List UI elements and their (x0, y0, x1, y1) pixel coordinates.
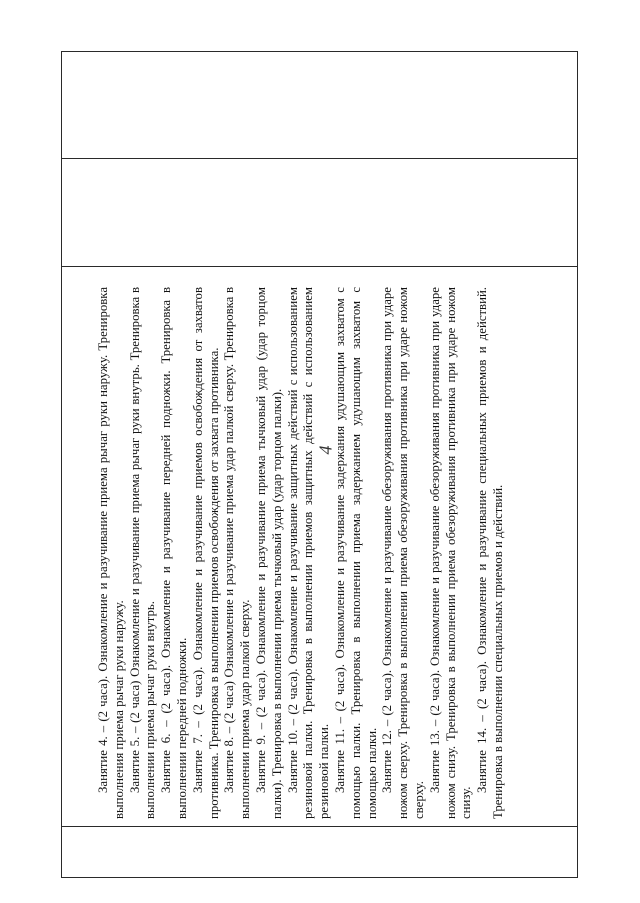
lesson-14: Занятие 14. – (2 часа). Ознакомление и разучивание специальных приемов и действий. Тренировка в выполнении специальных приемов и действий. (474, 286, 505, 819)
lesson-plan-cell (90, 281, 550, 827)
lesson-9: Занятие 9. – (2 часа). Ознакомление и разучивание приема тычковый удар (удар торцом палки). Тренировка в выполнении приема тычковый удар (удар торцом палки). (253, 286, 284, 819)
row-divider-2 (62, 266, 577, 267)
lesson-6: Занятие 6. – (2 часа). Ознакомление и разучивание передней подножки. Тренировка в выполнении передней подножки. (158, 286, 189, 819)
lesson-11: Занятие 11. – (2 часа). Ознакомление и разучивание задержания удушающим захватом с помощью палки. Тренировка в выполнении приема задержанием удушающим захватом с помощью палки. (332, 286, 379, 819)
lesson-8: Занятие 8. – (2 часа) Ознакомление и разучивание приема удар палкой сверху. Тренировка в выполнении приема удар палкой сверху. (221, 286, 252, 819)
lesson-5: Занятие 5. – (2 часа) Ознакомление и разучивание приема рычаг руки внутрь. Тренировка в выполнении приема рычаг руки внутрь. (127, 286, 157, 819)
lesson-7: Занятие 7. – (2 часа). Ознакомление и разучивание приемов освобождения от захватов противника. Тренировка в выполнении приемов освобождения от захвата противника. (190, 286, 221, 819)
lesson-13: Занятие 13. – (2 часа). Ознакомление и разучивание обезоруживания противника при ударе ножом снизу. Тренировка в выполнении приема обезоруживания противника при ударе ножом снизу. (427, 286, 473, 819)
lesson-4: Занятие 4. – (2 часа). Ознакомление и разучивание приема рычаг руки наружу. Тренировка выполнения приема рычаг руки наружу. (95, 286, 126, 819)
page-number: 4 (315, 445, 336, 455)
lesson-12: Занятие 12. – (2 часа). Ознакомление и разучивание обезоруживания противника при ударе ножом сверху. Тренировка в выполнении приема обезоруживания противника при ударе ножом сверху. (379, 286, 426, 819)
lesson-10: Занятие 10. – (2 часа). Ознакомление и разучивание защитных действий с использованием резиновой палки. Тренировка в выполнении приемов защитных действий с использованием резиновой палки. (285, 286, 331, 819)
row-divider-1 (62, 158, 577, 159)
